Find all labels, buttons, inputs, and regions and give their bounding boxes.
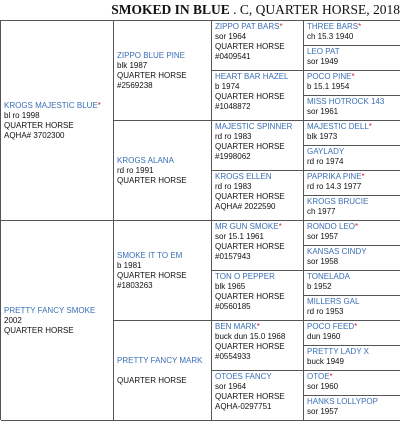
- horse-name[interactable]: [117, 51, 209, 61]
- horse-detail: sor 1964: [215, 382, 247, 391]
- horse-name-text: MISS HOTROCK 143: [307, 97, 385, 106]
- horse-name-text: ZIPPO BLUE PINE: [117, 51, 186, 60]
- horse-detail: #0157943: [215, 252, 251, 261]
- horse-detail: b 1974: [215, 82, 240, 91]
- horse-detail: QUARTER HORSE: [215, 192, 285, 201]
- offspring-marker: *: [368, 122, 372, 131]
- gen4-box: [304, 371, 400, 396]
- horse-name-text: MR GUN SMOKE: [215, 222, 279, 231]
- gen4-entry: [307, 97, 398, 117]
- offspring-marker: *: [278, 222, 282, 231]
- horse-detail: b 1952: [307, 282, 332, 291]
- horse-name[interactable]: [307, 397, 398, 407]
- horse-detail: #1803263: [117, 281, 153, 290]
- gen4-entry: [307, 122, 398, 142]
- horse-name[interactable]: [307, 347, 398, 357]
- horse-name[interactable]: [307, 147, 398, 157]
- horse-name[interactable]: [307, 172, 398, 182]
- horse-name[interactable]: [215, 122, 301, 132]
- horse-name-text: KROGS ELLEN: [215, 172, 272, 181]
- horse-detail: sor 1964: [215, 32, 247, 41]
- offspring-marker: *: [329, 372, 333, 381]
- horse-name-text: HEART BAR HAZEL: [215, 72, 289, 81]
- gen3-entry: [215, 72, 301, 112]
- horse-detail: QUARTER HORSE: [215, 342, 285, 351]
- horse-detail: dun 1960: [307, 332, 341, 341]
- gen4-entry: [307, 197, 398, 217]
- gen4-entry: [307, 347, 398, 367]
- horse-name[interactable]: [307, 72, 398, 82]
- horse-detail: blk 1965: [215, 282, 246, 291]
- horse-name: SMOKED IN BLUE: [111, 2, 230, 17]
- horse-detail: rd ro 14.3 1977: [307, 182, 362, 191]
- horse-detail: ch 1977: [307, 207, 336, 216]
- horse-detail: QUARTER HORSE: [117, 271, 187, 280]
- horse-detail: QUARTER HORSE: [117, 376, 187, 385]
- horse-name-text: GAYLADY: [307, 147, 345, 156]
- horse-name[interactable]: [307, 297, 398, 307]
- gen3-entry: [215, 272, 301, 312]
- horse-detail: #1048872: [215, 102, 251, 111]
- gen4-box: [304, 146, 400, 171]
- horse-name-text: KROGS MAJESTIC BLUE: [4, 101, 98, 110]
- horse-name[interactable]: [307, 272, 398, 282]
- offspring-marker: *: [97, 101, 101, 110]
- offspring-marker: *: [361, 172, 365, 181]
- horse-detail: sor 15.1 1961: [215, 232, 264, 241]
- gen3-entry: [215, 172, 301, 212]
- horse-detail: QUARTER HORSE: [215, 42, 285, 51]
- horse-detail: rd ro 1953: [307, 307, 344, 316]
- horse-detail: sor 1949: [307, 57, 339, 66]
- gen4-box: [304, 221, 400, 246]
- horse-detail: rd ro 1983: [215, 132, 252, 141]
- gen2-entry: [117, 156, 209, 186]
- horse-name-text: MAJESTIC DELL: [307, 122, 369, 131]
- offspring-marker: *: [256, 322, 260, 331]
- horse-detail: QUARTER HORSE: [215, 392, 285, 401]
- horse-name[interactable]: [117, 156, 209, 166]
- horse-detail: buck dun 15.0 1968: [215, 332, 286, 341]
- gen3-box: [212, 271, 304, 321]
- horse-detail: QUARTER HORSE: [215, 292, 285, 301]
- gen2-entry: [117, 251, 209, 291]
- offspring-marker: *: [358, 22, 362, 31]
- gen4-box: [304, 196, 400, 221]
- horse-detail: QUARTER HORSE: [117, 71, 187, 80]
- horse-detail: sor 1961: [307, 107, 339, 116]
- gen4-box: [304, 296, 400, 321]
- horse-detail: sor 1958: [307, 257, 339, 266]
- horse-name-text: SMOKE IT TO EM: [117, 251, 183, 260]
- gen4-box: [304, 96, 400, 121]
- horse-name-text: KROGS ALANA: [117, 156, 174, 165]
- horse-detail: QUARTER HORSE: [4, 326, 74, 335]
- horse-name-text: PAPRIKA PINE: [307, 172, 362, 181]
- horse-name[interactable]: [307, 322, 398, 332]
- horse-name[interactable]: [215, 22, 301, 32]
- horse-name[interactable]: [307, 247, 398, 257]
- horse-name-text: OTOES FANCY: [215, 372, 272, 381]
- gen2-entry: [117, 356, 209, 386]
- gen4-box: [304, 21, 400, 46]
- gen4-entry: [307, 22, 398, 42]
- horse-name[interactable]: [307, 372, 398, 382]
- offspring-marker: *: [351, 72, 355, 81]
- horse-detail: rd ro 1983: [215, 182, 252, 191]
- gen3-box: [212, 121, 304, 171]
- gen1-entry: [4, 306, 111, 336]
- gen2-entry: [117, 51, 209, 91]
- gen4-entry: [307, 47, 398, 67]
- gen3-box: [212, 371, 304, 421]
- gen4-box: [304, 71, 400, 96]
- horse-detail: QUARTER HORSE: [4, 121, 74, 130]
- gen4-box: [304, 121, 400, 146]
- horse-detail: QUARTER HORSE: [215, 242, 285, 251]
- gen3-box: [212, 21, 304, 71]
- horse-detail: buck 1949: [307, 357, 344, 366]
- horse-detail: #0554933: [215, 352, 251, 361]
- horse-name-text: HANKS LOLLYPOP: [307, 397, 378, 406]
- gen4-box: [304, 246, 400, 271]
- gen3-box: [212, 321, 304, 371]
- horse-name[interactable]: [307, 47, 398, 57]
- gen4-box: [304, 396, 400, 421]
- horse-detail: sor 1957: [307, 407, 339, 416]
- horse-name-text: MAJESTIC SPINNER: [215, 122, 293, 131]
- horse-detail: b 1981: [117, 261, 142, 270]
- horse-name[interactable]: [307, 22, 398, 32]
- gen1-box: [1, 21, 114, 221]
- horse-name[interactable]: [117, 356, 209, 366]
- horse-name[interactable]: [4, 101, 111, 111]
- gen2-box: [114, 21, 212, 121]
- gen4-entry: [307, 172, 398, 192]
- gen4-box: [304, 321, 400, 346]
- horse-detail: QUARTER HORSE: [215, 92, 285, 101]
- horse-detail: AQHA-0297751: [215, 402, 272, 411]
- horse-detail: rd ro 1974: [307, 157, 344, 166]
- gen4-entry: [307, 72, 398, 92]
- gen4-entry: [307, 247, 398, 267]
- horse-detail: blk 1987: [117, 61, 148, 70]
- horse-name[interactable]: [215, 72, 301, 82]
- horse-name-text: POCO FEED: [307, 322, 355, 331]
- gen3-entry: [215, 322, 301, 362]
- horse-name-text: RONDO LEO: [307, 222, 356, 231]
- horse-name[interactable]: [307, 97, 398, 107]
- horse-name[interactable]: [215, 272, 301, 282]
- horse-name-text: PRETTY FANCY SMOKE: [4, 306, 96, 315]
- horse-detail: bl ro 1998: [4, 111, 40, 120]
- horse-name-text: ZIPPO PAT BARS: [215, 22, 280, 31]
- gen4-entry: [307, 322, 398, 342]
- horse-detail: QUARTER HORSE: [117, 176, 187, 185]
- gen4-box: [304, 46, 400, 71]
- gen3-entry: [215, 122, 301, 162]
- horse-detail: #0409541: [215, 52, 251, 61]
- horse-name[interactable]: [307, 222, 398, 232]
- horse-detail: blk 1973: [307, 132, 338, 141]
- gen3-box: [212, 221, 304, 271]
- horse-name-text: POCO PINE: [307, 72, 352, 81]
- gen3-entry: [215, 372, 301, 412]
- horse-detail: b 15.1 1954: [307, 82, 350, 91]
- gen4-box: [304, 346, 400, 371]
- horse-name-text: KANSAS CINDY: [307, 247, 367, 256]
- horse-name[interactable]: [215, 222, 301, 232]
- horse-name[interactable]: [215, 372, 301, 382]
- horse-name-text: PRETTY FANCY MARK: [117, 356, 203, 365]
- gen4-entry: [307, 297, 398, 317]
- horse-name-text: MILLERS GAL: [307, 297, 360, 306]
- gen4-entry: [307, 147, 398, 167]
- horse-detail: sor 1960: [307, 382, 339, 391]
- horse-name-text: PRETTY LADY X: [307, 347, 369, 356]
- gen4-entry: [307, 222, 398, 242]
- horse-name[interactable]: [307, 122, 398, 132]
- horse-name[interactable]: [117, 251, 209, 261]
- gen2-box: [114, 321, 212, 421]
- horse-name-text: KROGS BRUCIE: [307, 197, 369, 206]
- gen1-box: [1, 221, 114, 421]
- gen3-entry: [215, 222, 301, 262]
- horse-detail: #1998062: [215, 152, 251, 161]
- gen4-box: [304, 271, 400, 296]
- gen4-entry: [307, 397, 398, 417]
- offspring-marker: *: [279, 22, 283, 31]
- horse-name-text: THREE BARS: [307, 22, 359, 31]
- horse-name[interactable]: [307, 197, 398, 207]
- horse-name-text: OTOE: [307, 372, 330, 381]
- pedigree-title: [0, 0, 400, 20]
- offspring-marker: *: [355, 222, 359, 231]
- horse-detail: ch 15.3 1940: [307, 32, 354, 41]
- pedigree-chart: [0, 20, 400, 420]
- title-details: . C, QUARTER HORSE, 2018: [229, 2, 400, 17]
- horse-detail: QUARTER HORSE: [215, 142, 285, 151]
- gen3-entry: [215, 22, 301, 62]
- gen2-box: [114, 221, 212, 321]
- gen3-box: [212, 71, 304, 121]
- horse-name[interactable]: [215, 322, 301, 332]
- horse-name-text: TONELADA: [307, 272, 350, 281]
- horse-detail: sor 1957: [307, 232, 339, 241]
- horse-name-text: BEN MARK: [215, 322, 257, 331]
- horse-detail: AQHA# 3702300: [4, 131, 65, 140]
- gen3-box: [212, 171, 304, 221]
- offspring-marker: *: [354, 322, 358, 331]
- horse-name[interactable]: [4, 306, 111, 316]
- horse-detail: #2569238: [117, 81, 153, 90]
- horse-name-text: LEO PAT: [307, 47, 340, 56]
- horse-name[interactable]: [215, 172, 301, 182]
- horse-detail: #0560185: [215, 302, 251, 311]
- gen4-entry: [307, 372, 398, 392]
- gen2-box: [114, 121, 212, 221]
- gen1-entry: [4, 101, 111, 141]
- gen4-box: [304, 171, 400, 196]
- horse-detail: AQHA# 2022590: [215, 202, 276, 211]
- horse-detail: 2002: [4, 316, 22, 325]
- horse-detail: [117, 366, 209, 376]
- horse-detail: rd ro 1991: [117, 166, 154, 175]
- horse-name-text: TON O PEPPER: [215, 272, 275, 281]
- gen4-entry: [307, 272, 398, 292]
